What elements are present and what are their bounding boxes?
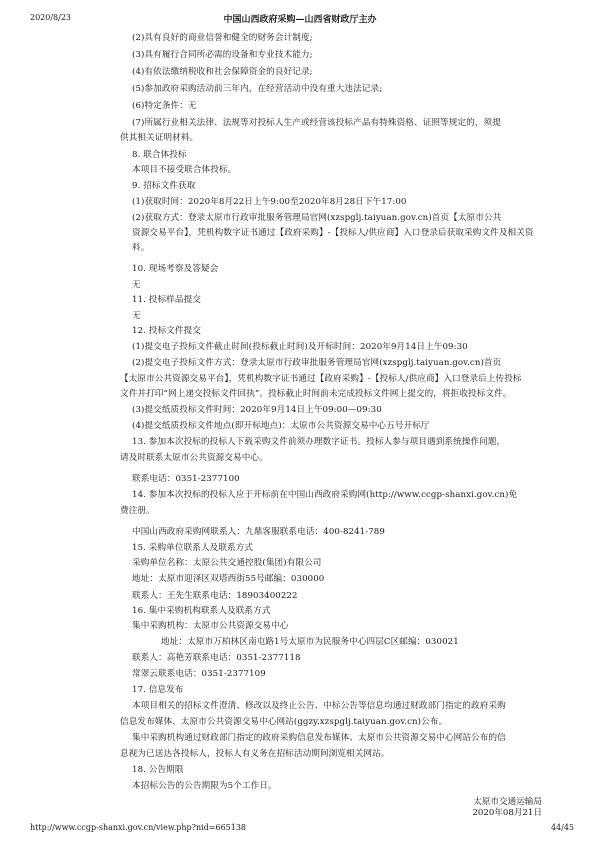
text-line: 供其相关证明材料。 [120,133,199,143]
text-line: 料。 [132,243,150,253]
text-line: 18. 公告期限 [132,765,184,775]
text-line: 无 [132,311,141,321]
page-number: 44/45 [550,823,574,832]
text-line: 10. 现场考察及答疑会 [132,264,219,274]
text-line: 17. 信息发布 [132,685,184,695]
text-line: 文件并打印“网上递交投标文件回执”。投标截止时间前未完成投标文件网上提交的，将拒收投标文件。 [120,389,512,399]
page-header [0,13,600,27]
site-title: 中国山西政府采购—山西省财政厅主办 [223,15,377,25]
text-line: 采购单位名称：太原公共交通控股(集团)有限公司 [132,558,322,568]
text-line: 联系人：王先生联系电话：18903400222 [132,591,298,601]
issue-date: 2020年08月21日 [472,808,542,818]
text-line: 13. 参加本次投标的投标人下载采购文件前须办理数字证书。投标人参与项目遇到系统操作问题， [132,437,506,447]
text-line: (4)提交纸质投标文件地点(即开标地点)：太原市公共资源交易中心五号开标厅 [132,421,430,431]
text-line: (7)所属行业相关法律、法规等对投标人生产或经营该投标产品有特殊资格、证照等规定的，须提 [132,118,501,128]
text-line: 9. 招标文件获取 [132,181,196,191]
text-line: (2)获取方式：登录太原市行政审批服务管理局官网(xzspglj.taiyuan.gov.cn)首页【太原市公共 [132,213,502,223]
text-line: (2)提交电子投标文件方式：登录太原市行政审批服务管理局官网(xzspglj.taiyuan.gov.cn)首页 [132,358,502,368]
text-line: 息视为已送达各投标人，投标人有义务在招标活动期间浏览相关网站。 [120,749,390,759]
text-line: 【太原市公共资源交易平台】，凭机构数字证书通过【政府采购】-【投标人/供应商】入口登录后上传投标 [120,374,522,384]
text-line: 请及时联系太原市公共资源交易中心。 [120,453,268,463]
text-line: 联系电话：0351-2377100 [132,474,240,484]
text-line: 集中采购机构通过财政部门指定的政府采购信息发布媒体、太原市公共资源交易中心网站公布的信 [132,733,506,743]
text-line: 15. 采购单位联系人及联系方式 [132,543,254,553]
text-line: (5)参加政府采购活动前三年内，在经营活动中没有重大违法记录; [132,84,383,94]
issuer-signature [472,797,542,819]
text-line: (1)提交电子投标文件截止时间(投标截止时间)及开标时间：2020年9月14日上午09:30 [132,342,468,352]
print-date: 2020/8/23 [30,13,72,22]
text-line: 联系人：高艳芳联系电话：0351-2377118 [132,653,301,663]
issuer-org: 太原市交通运输局 [473,797,542,807]
text-line: 地址：太原市迎泽区双塔西街55号邮编：030000 [132,574,325,584]
text-line: 本招标公告的公告期限为5个工作日。 [132,781,277,791]
text-line: 集中采购机构：太原市公共资源交易中心 [132,621,289,631]
text-line: 16. 集中采购机构联系人及联系方式 [132,606,271,616]
text-line: 常翠云联系电话：0351-2377109 [132,669,266,679]
text-line: (2)具有良好的商业信誉和健全的财务会计制度; [132,33,313,43]
text-line: 资源交易平台】，凭机构数字证书通过【政府采购】-【投标人/供应商】入口登录后获取采购文件及相关资 [132,228,534,238]
text-line: (1)获取时间：2020年8月22日上午9:00至2020年8月28日下午17:00 [132,197,407,207]
text-line: 无 [132,280,141,290]
text-line: (4)有依法缴纳税收和社会保障资金的良好记录; [132,67,313,77]
text-line: 费注册。 [120,506,155,516]
text-line: 中国山西政府采购网联系人：九鼎客服联系电话：400-8241-789 [132,527,385,537]
text-line: 12. 投标文件提交 [132,326,201,336]
text-line: 地址：太原市万柏林区南屯路1号太原市为民服务中心四层C区邮编：030021 [161,637,459,647]
text-line: 14. 参加本次投标的投标人应于开标前在中国山西政府采购网(http://www.ccgp-shanxi.gov.cn)免 [132,490,518,500]
text-line: 8. 联合体投标 [132,150,187,160]
text-line: 11. 投标样品提交 [132,295,201,305]
text-line: (3)具有履行合同所必需的设备和专业技术能力; [132,50,313,60]
text-line: 本项目相关的招标文件澄清、修改以及终止公告、中标公告等信息均通过财政部门指定的政府采购 [132,701,506,711]
text-line: (6)特定条件：无 [132,101,197,111]
text-line: (3)提交纸质投标文件时间：2020年9月14日上午09:00—09:30 [132,405,382,415]
page-url[interactable]: http://www.ccgp-shanxi.gov.cn/view.php?nid=665138 [30,823,247,832]
text-line: 信息发布媒体、太原市公共资源交易中心网站(ggzy.xzspglj.taiyuan.gov.cn)公布。 [120,717,448,727]
text-line: 本项目不接受联合体投标。 [132,165,237,175]
